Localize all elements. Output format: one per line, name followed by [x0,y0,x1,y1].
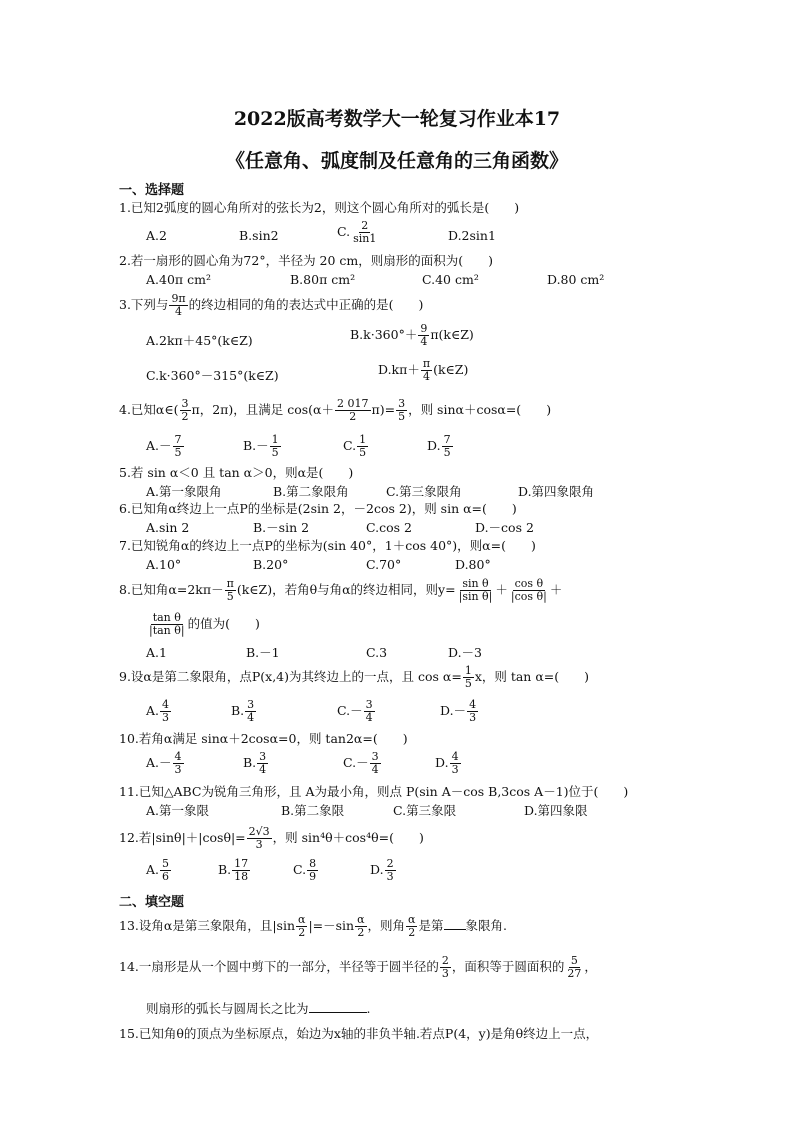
question-12: 12.若|sinθ|＋|cosθ|= $\frac{2√3}{3}$ ，则 sin⁴θ＋cos⁴θ=( ) [119,825,424,851]
q6-option-c: C.cos 2 [366,520,412,535]
question-4: 4.已知α∈( $\frac{3}{2}$ π，2π)，且满足 cos(α＋ $\frac{2 017}{2}$ π)= $\frac{3}{5}$ ，则 sinα＋cosα=( ) [119,397,552,423]
q4-option-d: D. $\frac{7}{5}$ [427,433,451,459]
q7-option-a: A.10° [146,557,182,572]
q3-option-d: D.kπ＋ $\frac{\pi}{4}$ (k∈Z) [378,357,469,383]
q8-option-d: D.－3 [448,645,483,660]
question-9: 9.设α是第二象限角，点P(x,4)为其终边上的一点，且 cos α= $\frac{1}{5}$ x，则 tan α=( ) [119,664,590,690]
q10-option-c: C.－ $\frac{3}{4}$ [343,750,379,776]
q5-option-c: C.第三象限角 [386,484,462,499]
q1-option-c: C. $\frac{2}{\sin 1}$ [337,219,377,245]
q4-option-a: A.－ $\frac{7}{5}$ [146,433,182,459]
q10-option-d: D. $\frac{4}{3}$ [435,750,459,776]
q11-option-c: C.第三象限 [393,803,457,818]
document-title: 2022版高考数学大一轮复习作业本17 [233,108,561,130]
q9-option-a: A. $\frac{4}{3}$ [146,698,170,724]
q5-option-a: A.第一象限角 [146,484,222,499]
question-13: 13.设角α是第三象限角，且|sin $\frac{\alpha}{2}$ |=－sin $\frac{\alpha}{2}$ ，则角 $\frac{\alpha}{2}$ 是第 象限角. [119,913,507,939]
question-14-cont: 则扇形的弧长与圆周长之比为 . [146,1001,371,1016]
q9-option-b: B. $\frac{3}{4}$ [231,698,255,724]
q12-option-b: B. $\frac{17}{18}$ [218,857,249,883]
q8-option-b: B.－1 [246,645,280,660]
q9-option-c: C.－ $\frac{3}{4}$ [337,698,373,724]
question-1: 1.已知2弧度的圆心角所对的弦长为2，则这个圆心角所对的弧长是( ) [119,200,520,215]
q14-answer-blank[interactable] [309,1000,367,1013]
q11-option-a: A.第一象限 [146,803,210,818]
question-7: 7.已知锐角α的终边上一点P的坐标为(sin 40°，1＋cos 40°)，则α=( ) [119,538,536,553]
q2-option-a: A.40π cm² [146,272,211,287]
q7-option-c: C.70° [366,557,402,572]
q10-option-a: A.－ $\frac{4}{3}$ [146,750,182,776]
q7-option-d: D.80° [455,557,491,572]
q12-option-c: C. $\frac{8}{9}$ [293,857,317,883]
q1-option-a: A.2 [146,228,167,243]
question-6: 6.已知角α终边上一点P的坐标是(2sin 2，－2cos 2)，则 sin α=( ) [119,501,517,516]
q6-option-d: D.－cos 2 [475,520,534,535]
q12-option-d: D. $\frac{2}{3}$ [370,857,394,883]
question-11: 11.已知△ABC为锐角三角形，且 A为最小角，则点 P(sin A－cos B,3cos A－1)位于( ) [119,784,629,799]
q9-option-d: D.－ $\frac{4}{3}$ [440,698,477,724]
q6-option-b: B.－sin 2 [253,520,310,535]
q13-answer-blank[interactable] [444,917,466,930]
q11-option-d: D.第四象限 [524,803,588,818]
q5-option-b: B.第二象限角 [273,484,349,499]
question-15: 15.已知角θ的顶点为坐标原点，始边为x轴的非负半轴.若点P(4，y)是角θ终边上一点， [119,1026,599,1041]
q3-option-a: A.2kπ＋45°(k∈Z) [146,333,253,348]
q11-option-b: B.第二象限 [281,803,345,818]
document-subtitle: 《任意角、弧度制及任意角的三角函数》 [225,150,568,172]
question-14: 14.一扇形是从一个圆中剪下的一部分，半径等于圆半径的 $\frac{2}{3}$ ，面积等于圆面积的 $\frac{5}{27}$ ， [119,954,597,980]
q6-option-a: A.sin 2 [146,520,190,535]
q2-option-d: D.80 cm² [547,272,605,287]
question-10: 10.若角α满足 sinα＋2cosα=0，则 tan2α=( ) [119,731,408,746]
q12-option-a: A. $\frac{5}{6}$ [146,857,170,883]
section-heading-fill: 二、填空题 [119,895,185,910]
q4-option-c: C. $\frac{1}{5}$ [343,433,367,459]
section-heading-choice: 一、选择题 [119,183,185,198]
q1-option-b: B.sin2 [239,228,279,243]
q8-option-c: C.3 [366,645,388,660]
q1-option-d: D.2sin1 [448,228,496,243]
question-3: 3.下列与 $\frac{9\pi}{4}$ 的终边相同的角的表达式中正确的是( ) [119,292,424,318]
q4-option-b: B.－ $\frac{1}{5}$ [243,433,279,459]
q3-option-b: B.k·360°＋ $\frac{9}{4}$ π(k∈Z) [350,322,474,348]
q8-option-a: A.1 [146,645,167,660]
q2-option-b: B.80π cm² [290,272,356,287]
question-8-cont: $\frac{\text{tan θ}}{\text{|tan θ|}}$ 的值为( ) [149,611,260,637]
q10-option-b: B. $\frac{3}{4}$ [243,750,267,776]
question-2: 2.若一扇形的圆心角为72°，半径为 20 cm，则扇形的面积为( ) [119,253,494,268]
question-5: 5.若 sin α＜0 且 tan α＞0，则α是( ) [119,465,354,480]
q5-option-d: D.第四象限角 [518,484,595,499]
question-8: 8.已知角α=2kπ－ $\frac{\pi}{5}$ (k∈Z)，若角θ与角α的终边相同，则y= $\frac{\text{sin θ}}{\text{|sin θ|}}$ ＋ $\frac{\text{cos θ}}{\text{|cos θ|}}$ ＋ [119,577,563,603]
q7-option-b: B.20° [253,557,289,572]
q2-option-c: C.40 cm² [422,272,479,287]
q3-option-c: C.k·360°－315°(k∈Z) [146,368,279,383]
